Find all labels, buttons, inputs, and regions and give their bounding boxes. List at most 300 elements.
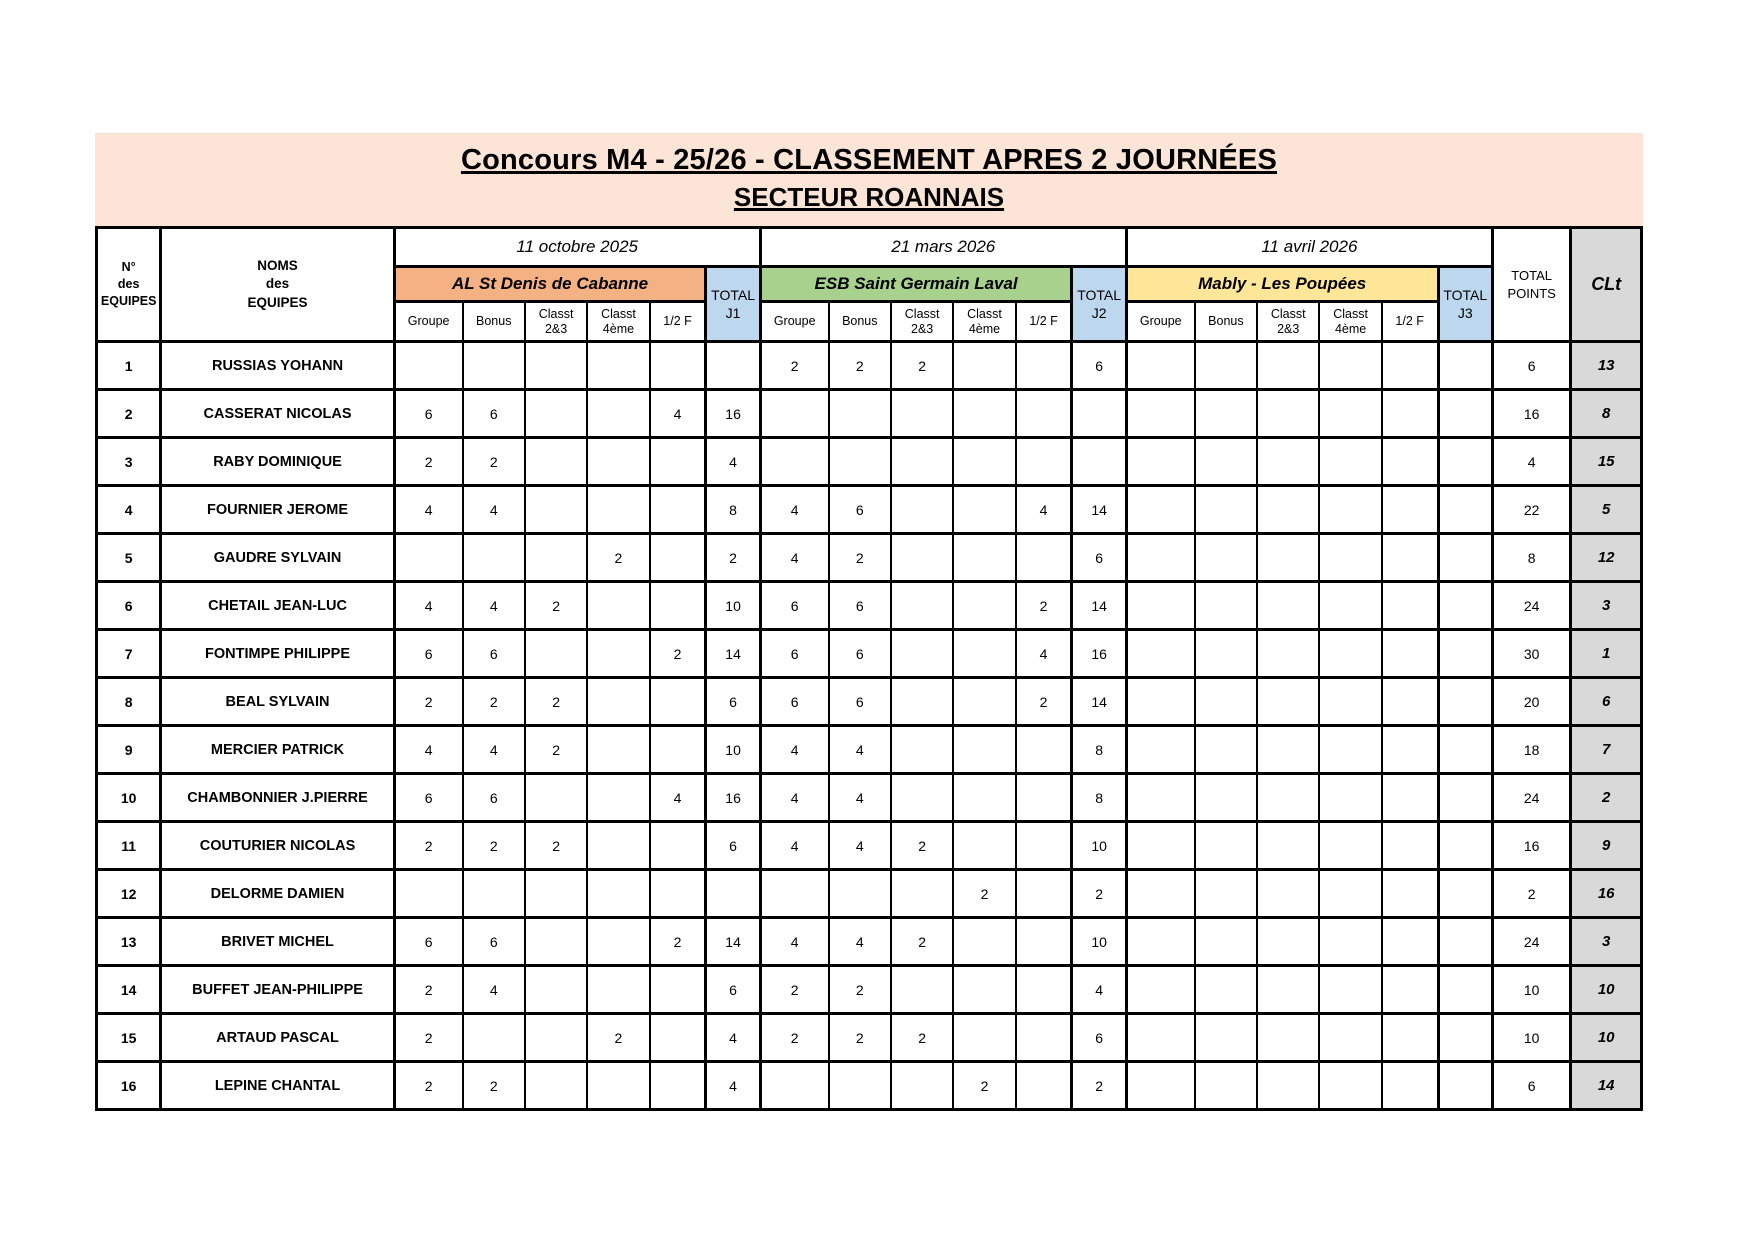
classt-2-3-j3-cell <box>1257 390 1319 438</box>
table-row <box>97 966 1642 1014</box>
total-points-cell: 22 <box>1492 486 1570 534</box>
header-line: des <box>265 276 290 292</box>
table-row <box>97 534 1642 582</box>
groupe-j2-cell: 6 <box>760 582 828 630</box>
total-points-cell: 16 <box>1492 390 1570 438</box>
classt-4eme-j1-cell <box>587 630 649 678</box>
classt-2-3-j1-cell <box>525 1062 587 1110</box>
classt-2-3-j3-cell <box>1257 918 1319 966</box>
classt-4eme-j1-cell <box>587 870 649 918</box>
groupe-j1-cell: 4 <box>394 486 462 534</box>
classt-4eme-j2-cell <box>953 774 1015 822</box>
demi-finale-j1-cell <box>650 870 706 918</box>
bonus-j1-cell: 6 <box>463 918 525 966</box>
classt-4eme-j3-cell <box>1319 1062 1381 1110</box>
classt-2-3-j3-cell <box>1257 1014 1319 1062</box>
demi-finale-j2-cell <box>1016 822 1072 870</box>
col-header-clt: CLt <box>1571 228 1642 342</box>
classt-2-3-j1-cell: 2 <box>525 726 587 774</box>
bonus-j3-cell <box>1195 1062 1257 1110</box>
classt-2-3-j1-cell: 2 <box>525 678 587 726</box>
groupe-j3-cell <box>1126 870 1194 918</box>
groupe-j2-cell: 4 <box>760 918 828 966</box>
classt-4eme-j3-cell <box>1319 966 1381 1014</box>
team-name: BRIVET MICHEL <box>161 918 394 966</box>
classt-4eme-j2-cell <box>953 822 1015 870</box>
team-name: RUSSIAS YOHANN <box>161 342 394 390</box>
header-line: J1 <box>725 305 741 321</box>
clt-cell: 1 <box>1571 630 1642 678</box>
classt-4eme-j3-cell <box>1319 630 1381 678</box>
bonus-j2-cell: 6 <box>829 582 891 630</box>
classt-2-3-j2-cell: 2 <box>891 1014 953 1062</box>
classt-4eme-j3-cell <box>1319 390 1381 438</box>
team-name: BUFFET JEAN-PHILIPPE <box>161 966 394 1014</box>
bonus-j3-cell <box>1195 966 1257 1014</box>
groupe-j2-cell: 4 <box>760 486 828 534</box>
team-name: BEAL SYLVAIN <box>161 678 394 726</box>
demi-finale-j2-cell <box>1016 534 1072 582</box>
groupe-j1-cell: 2 <box>394 966 462 1014</box>
clt-cell: 13 <box>1571 342 1642 390</box>
classt-2-3-j1-cell <box>525 486 587 534</box>
total-j2-cell <box>1072 438 1126 486</box>
classt-4eme-j2-cell <box>953 726 1015 774</box>
total-j1-cell: 4 <box>706 1062 760 1110</box>
total-j3-cell <box>1438 534 1492 582</box>
total-j2-cell: 6 <box>1072 1014 1126 1062</box>
team-number: 1 <box>97 342 161 390</box>
bonus-j3-cell <box>1195 342 1257 390</box>
classt-4eme-j1-cell <box>587 726 649 774</box>
bonus-j1-cell <box>463 870 525 918</box>
total-j2-cell: 2 <box>1072 1062 1126 1110</box>
classt-2-3-j1-cell <box>525 438 587 486</box>
total-j2-cell: 10 <box>1072 918 1126 966</box>
total-j1-cell <box>706 342 760 390</box>
total-points-cell: 10 <box>1492 1014 1570 1062</box>
bonus-j2-cell: 4 <box>829 774 891 822</box>
team-number: 4 <box>97 486 161 534</box>
classt-2-3-j3-cell <box>1257 630 1319 678</box>
team-number: 10 <box>97 774 161 822</box>
bonus-j1-cell: 4 <box>463 582 525 630</box>
team-name: COUTURIER NICOLAS <box>161 822 394 870</box>
classt-2-3-j3-cell <box>1257 726 1319 774</box>
page-subtitle: SECTEUR ROANNAIS <box>733 182 1005 212</box>
total-j3-cell <box>1438 918 1492 966</box>
classt-2-3-j2-cell <box>891 726 953 774</box>
total-j2-cell <box>1072 390 1126 438</box>
total-j3-cell <box>1438 630 1492 678</box>
total-j3-cell <box>1438 966 1492 1014</box>
total-points-cell: 6 <box>1492 342 1570 390</box>
total-j2-cell: 14 <box>1072 582 1126 630</box>
classt-4eme-j3-cell <box>1319 582 1381 630</box>
total-j2-cell: 4 <box>1072 966 1126 1014</box>
groupe-j1-cell: 6 <box>394 390 462 438</box>
bonus-j1-cell: 6 <box>463 774 525 822</box>
demi-finale-j1-cell: 4 <box>650 774 706 822</box>
demi-finale-j1-cell <box>650 726 706 774</box>
demi-finale-j3-cell <box>1382 534 1438 582</box>
groupe-j2-cell <box>760 1062 828 1110</box>
classt-2-3-j2-cell <box>891 438 953 486</box>
classt-2-3-j3-cell <box>1257 966 1319 1014</box>
total-j1-cell: 10 <box>706 726 760 774</box>
header-line: NOMS <box>257 258 298 274</box>
demi-finale-j3-cell <box>1382 342 1438 390</box>
classt-2-3-j1-cell <box>525 342 587 390</box>
demi-finale-j1-cell: 2 <box>650 918 706 966</box>
team-name: CHAMBONNIER J.PIERRE <box>161 774 394 822</box>
total-j3-header <box>1438 267 1492 342</box>
demi-finale-j1-cell: 2 <box>650 630 706 678</box>
bonus-j3-cell <box>1195 438 1257 486</box>
demi-finale-j1-cell <box>650 1062 706 1110</box>
demi-finale-j1-cell <box>650 678 706 726</box>
total-j2-cell: 14 <box>1072 678 1126 726</box>
groupe-j1-cell: 4 <box>394 726 462 774</box>
classt-2-3-j2-cell: 2 <box>891 822 953 870</box>
demi-finale-j2-cell <box>1016 438 1072 486</box>
header-line: TOTAL <box>711 286 755 303</box>
table-row <box>97 582 1642 630</box>
bonus-j1-cell <box>463 534 525 582</box>
bonus-j2-cell: 4 <box>829 918 891 966</box>
classt-4eme-j2-cell <box>953 678 1015 726</box>
classt-2-3-j2-cell: 2 <box>891 918 953 966</box>
total-j2-cell: 10 <box>1072 822 1126 870</box>
header-line: EQUIPES <box>100 293 157 308</box>
demi-finale-j2-cell <box>1016 390 1072 438</box>
demi-finale-j2-cell <box>1016 966 1072 1014</box>
classt-2-3-j1-cell <box>525 774 587 822</box>
demi-finale-j3-cell <box>1382 390 1438 438</box>
table-row <box>97 870 1642 918</box>
classt-2-3-j3-cell <box>1257 486 1319 534</box>
team-number: 15 <box>97 1014 161 1062</box>
total-j1-cell: 14 <box>706 918 760 966</box>
groupe-j2-cell: 4 <box>760 726 828 774</box>
groupe-j1-cell <box>394 870 462 918</box>
groupe-j2-cell <box>760 438 828 486</box>
demi-finale-j1-cell <box>650 1014 706 1062</box>
table-row <box>97 774 1642 822</box>
col-header-demi-finale-j3: 1/2 F <box>1382 302 1438 342</box>
bonus-j2-cell <box>829 438 891 486</box>
groupe-j1-cell: 2 <box>394 438 462 486</box>
groupe-j1-cell: 2 <box>394 822 462 870</box>
demi-finale-j3-cell <box>1382 726 1438 774</box>
total-j1-cell: 10 <box>706 582 760 630</box>
demi-finale-j2-cell <box>1016 342 1072 390</box>
total-j3-cell <box>1438 870 1492 918</box>
total-j1-cell <box>706 870 760 918</box>
groupe-j3-cell <box>1126 678 1194 726</box>
groupe-j2-cell: 2 <box>760 342 828 390</box>
bonus-j2-cell: 2 <box>829 1014 891 1062</box>
classt-4eme-j2-cell <box>953 342 1015 390</box>
groupe-j2-cell: 6 <box>760 678 828 726</box>
col-header-bonus-j2: Bonus <box>829 302 891 342</box>
clt-cell: 8 <box>1571 390 1642 438</box>
bonus-j3-cell <box>1195 486 1257 534</box>
total-j3-cell <box>1438 678 1492 726</box>
bonus-j3-cell <box>1195 678 1257 726</box>
bonus-j2-cell <box>829 390 891 438</box>
groupe-j3-cell <box>1126 1062 1194 1110</box>
demi-finale-j2-cell: 2 <box>1016 582 1072 630</box>
demi-finale-j2-cell: 4 <box>1016 486 1072 534</box>
total-j1-cell: 14 <box>706 630 760 678</box>
total-j2-cell: 8 <box>1072 726 1126 774</box>
team-name: CHETAIL JEAN-LUC <box>161 582 394 630</box>
bonus-j2-cell: 6 <box>829 486 891 534</box>
clt-cell: 7 <box>1571 726 1642 774</box>
team-name: CASSERAT NICOLAS <box>161 390 394 438</box>
col-header-bonus-j3: Bonus <box>1195 302 1257 342</box>
classt-4eme-j1-cell <box>587 822 649 870</box>
col-header-classt-2-3-j3: Classt 2&3 <box>1257 302 1319 342</box>
groupe-j1-cell: 4 <box>394 582 462 630</box>
col-header-demi-finale-j1: 1/2 F <box>650 302 706 342</box>
total-j2-cell: 6 <box>1072 534 1126 582</box>
groupe-j1-cell: 6 <box>394 918 462 966</box>
classt-4eme-j2-cell <box>953 918 1015 966</box>
classt-4eme-j2-cell <box>953 390 1015 438</box>
classt-2-3-j1-cell <box>525 1014 587 1062</box>
bonus-j1-cell <box>463 1014 525 1062</box>
demi-finale-j3-cell <box>1382 966 1438 1014</box>
team-number: 12 <box>97 870 161 918</box>
total-j1-cell: 6 <box>706 966 760 1014</box>
team-number: 11 <box>97 822 161 870</box>
classt-4eme-j2-cell <box>953 582 1015 630</box>
header-line: J3 <box>1457 305 1473 321</box>
groupe-j2-cell <box>760 870 828 918</box>
groupe-j3-cell <box>1126 918 1194 966</box>
classt-4eme-j1-cell: 2 <box>587 1014 649 1062</box>
table-row <box>97 438 1642 486</box>
classt-4eme-j1-cell <box>587 678 649 726</box>
date-header-j3: 11 avril 2026 <box>1126 228 1492 267</box>
header-line: J2 <box>1091 305 1107 321</box>
groupe-j2-cell: 2 <box>760 966 828 1014</box>
classt-4eme-j2-cell: 2 <box>953 1062 1015 1110</box>
header-line: N° <box>121 260 136 275</box>
total-j2-cell: 8 <box>1072 774 1126 822</box>
demi-finale-j1-cell <box>650 822 706 870</box>
clt-cell: 15 <box>1571 438 1642 486</box>
col-header-classt-4eme-j3: Classt 4ème <box>1319 302 1381 342</box>
groupe-j2-cell: 4 <box>760 822 828 870</box>
col-header-groupe-j3: Groupe <box>1126 302 1194 342</box>
total-points-cell: 6 <box>1492 1062 1570 1110</box>
total-points-cell: 24 <box>1492 918 1570 966</box>
bonus-j1-cell: 4 <box>463 966 525 1014</box>
team-number: 8 <box>97 678 161 726</box>
classt-2-3-j1-cell <box>525 390 587 438</box>
col-header-total-points <box>1492 228 1570 342</box>
classt-4eme-j2-cell <box>953 966 1015 1014</box>
table-row <box>97 678 1642 726</box>
title-band <box>95 133 1643 226</box>
clt-cell: 14 <box>1571 1062 1642 1110</box>
classt-4eme-j1-cell <box>587 918 649 966</box>
col-header-demi-finale-j2: 1/2 F <box>1016 302 1072 342</box>
bonus-j2-cell: 2 <box>829 342 891 390</box>
bonus-j2-cell: 2 <box>829 534 891 582</box>
classt-4eme-j2-cell: 2 <box>953 870 1015 918</box>
header-line: TOTAL <box>1443 286 1488 303</box>
classt-4eme-j3-cell <box>1319 438 1381 486</box>
team-number: 16 <box>97 1062 161 1110</box>
total-j1-cell: 8 <box>706 486 760 534</box>
total-points-cell: 30 <box>1492 630 1570 678</box>
classt-4eme-j2-cell <box>953 1014 1015 1062</box>
demi-finale-j1-cell: 4 <box>650 390 706 438</box>
groupe-j3-cell <box>1126 390 1194 438</box>
classt-2-3-j2-cell <box>891 1062 953 1110</box>
bonus-j2-cell: 4 <box>829 822 891 870</box>
classt-4eme-j3-cell <box>1319 822 1381 870</box>
classt-4eme-j3-cell <box>1319 918 1381 966</box>
classt-4eme-j2-cell <box>953 438 1015 486</box>
total-j3-cell <box>1438 582 1492 630</box>
groupe-j2-cell: 4 <box>760 534 828 582</box>
table-row <box>97 1062 1642 1110</box>
team-number: 14 <box>97 966 161 1014</box>
total-points-cell: 4 <box>1492 438 1570 486</box>
date-header-j2: 21 mars 2026 <box>760 228 1126 267</box>
bonus-j2-cell <box>829 1062 891 1110</box>
col-header-classt-4eme-j2: Classt 4ème <box>953 302 1015 342</box>
classt-2-3-j2-cell <box>891 534 953 582</box>
classt-2-3-j1-cell <box>525 534 587 582</box>
bonus-j3-cell <box>1195 1014 1257 1062</box>
total-j3-cell <box>1438 342 1492 390</box>
classt-4eme-j3-cell <box>1319 1014 1381 1062</box>
total-points-cell: 24 <box>1492 582 1570 630</box>
groupe-j2-cell: 4 <box>760 774 828 822</box>
demi-finale-j3-cell <box>1382 582 1438 630</box>
ranking-table <box>95 226 1643 1111</box>
team-name: RABY DOMINIQUE <box>161 438 394 486</box>
team-name: LEPINE CHANTAL <box>161 1062 394 1110</box>
total-j2-cell: 14 <box>1072 486 1126 534</box>
classt-4eme-j1-cell <box>587 342 649 390</box>
bonus-j1-cell: 2 <box>463 1062 525 1110</box>
demi-finale-j1-cell <box>650 486 706 534</box>
total-j1-cell: 4 <box>706 1014 760 1062</box>
classt-2-3-j3-cell <box>1257 438 1319 486</box>
table-row <box>97 726 1642 774</box>
bonus-j3-cell <box>1195 726 1257 774</box>
bonus-j3-cell <box>1195 870 1257 918</box>
total-points-cell: 8 <box>1492 534 1570 582</box>
bonus-j3-cell <box>1195 582 1257 630</box>
date-header-j1: 11 octobre 2025 <box>394 228 760 267</box>
total-j3-cell <box>1438 822 1492 870</box>
classt-2-3-j2-cell <box>891 390 953 438</box>
demi-finale-j2-cell: 4 <box>1016 630 1072 678</box>
classt-4eme-j2-cell <box>953 630 1015 678</box>
header-line: EQUIPES <box>247 294 308 310</box>
table-row <box>97 390 1642 438</box>
classt-4eme-j3-cell <box>1319 774 1381 822</box>
col-header-classt-4eme-j1: Classt 4ème <box>587 302 649 342</box>
demi-finale-j3-cell <box>1382 486 1438 534</box>
groupe-j3-cell <box>1126 774 1194 822</box>
table-row <box>97 918 1642 966</box>
clt-cell: 10 <box>1571 966 1642 1014</box>
total-j1-cell: 16 <box>706 390 760 438</box>
classt-4eme-j1-cell <box>587 390 649 438</box>
bonus-j1-cell: 6 <box>463 390 525 438</box>
classt-2-3-j1-cell <box>525 966 587 1014</box>
groupe-j3-cell <box>1126 582 1194 630</box>
page-title: Concours M4 - 25/26 - CLASSEMENT APRES 2 JOURNÉES <box>460 144 1278 176</box>
clt-cell: 3 <box>1571 582 1642 630</box>
team-number: 6 <box>97 582 161 630</box>
team-name: MERCIER PATRICK <box>161 726 394 774</box>
classt-4eme-j1-cell <box>587 486 649 534</box>
classt-4eme-j3-cell <box>1319 342 1381 390</box>
team-number: 13 <box>97 918 161 966</box>
classt-2-3-j2-cell <box>891 966 953 1014</box>
total-points-cell: 20 <box>1492 678 1570 726</box>
bonus-j3-cell <box>1195 774 1257 822</box>
classt-2-3-j3-cell <box>1257 774 1319 822</box>
total-j1-cell: 6 <box>706 678 760 726</box>
header-line: TOTAL <box>1077 286 1122 303</box>
groupe-j3-cell <box>1126 966 1194 1014</box>
clt-cell: 16 <box>1571 870 1642 918</box>
classt-2-3-j3-cell <box>1257 342 1319 390</box>
demi-finale-j3-cell <box>1382 918 1438 966</box>
clt-cell: 6 <box>1571 678 1642 726</box>
total-j3-cell <box>1438 726 1492 774</box>
groupe-j3-cell <box>1126 822 1194 870</box>
groupe-j1-cell: 2 <box>394 1062 462 1110</box>
classt-4eme-j3-cell <box>1319 486 1381 534</box>
classt-2-3-j2-cell <box>891 582 953 630</box>
total-j1-cell: 2 <box>706 534 760 582</box>
classt-2-3-j1-cell: 2 <box>525 822 587 870</box>
bonus-j1-cell: 2 <box>463 438 525 486</box>
groupe-j1-cell: 2 <box>394 1014 462 1062</box>
total-j3-cell <box>1438 390 1492 438</box>
team-number: 2 <box>97 390 161 438</box>
groupe-j1-cell: 6 <box>394 630 462 678</box>
groupe-j3-cell <box>1126 534 1194 582</box>
demi-finale-j2-cell <box>1016 918 1072 966</box>
classt-2-3-j2-cell <box>891 774 953 822</box>
classt-4eme-j1-cell <box>587 1062 649 1110</box>
groupe-j3-cell <box>1126 342 1194 390</box>
clt-cell: 2 <box>1571 774 1642 822</box>
classt-4eme-j1-cell <box>587 774 649 822</box>
total-points-cell: 18 <box>1492 726 1570 774</box>
col-header-classt-2-3-j2: Classt 2&3 <box>891 302 953 342</box>
bonus-j3-cell <box>1195 822 1257 870</box>
bonus-j2-cell: 6 <box>829 630 891 678</box>
table-row <box>97 342 1642 390</box>
demi-finale-j3-cell <box>1382 678 1438 726</box>
bonus-j2-cell: 4 <box>829 726 891 774</box>
demi-finale-j3-cell <box>1382 1014 1438 1062</box>
